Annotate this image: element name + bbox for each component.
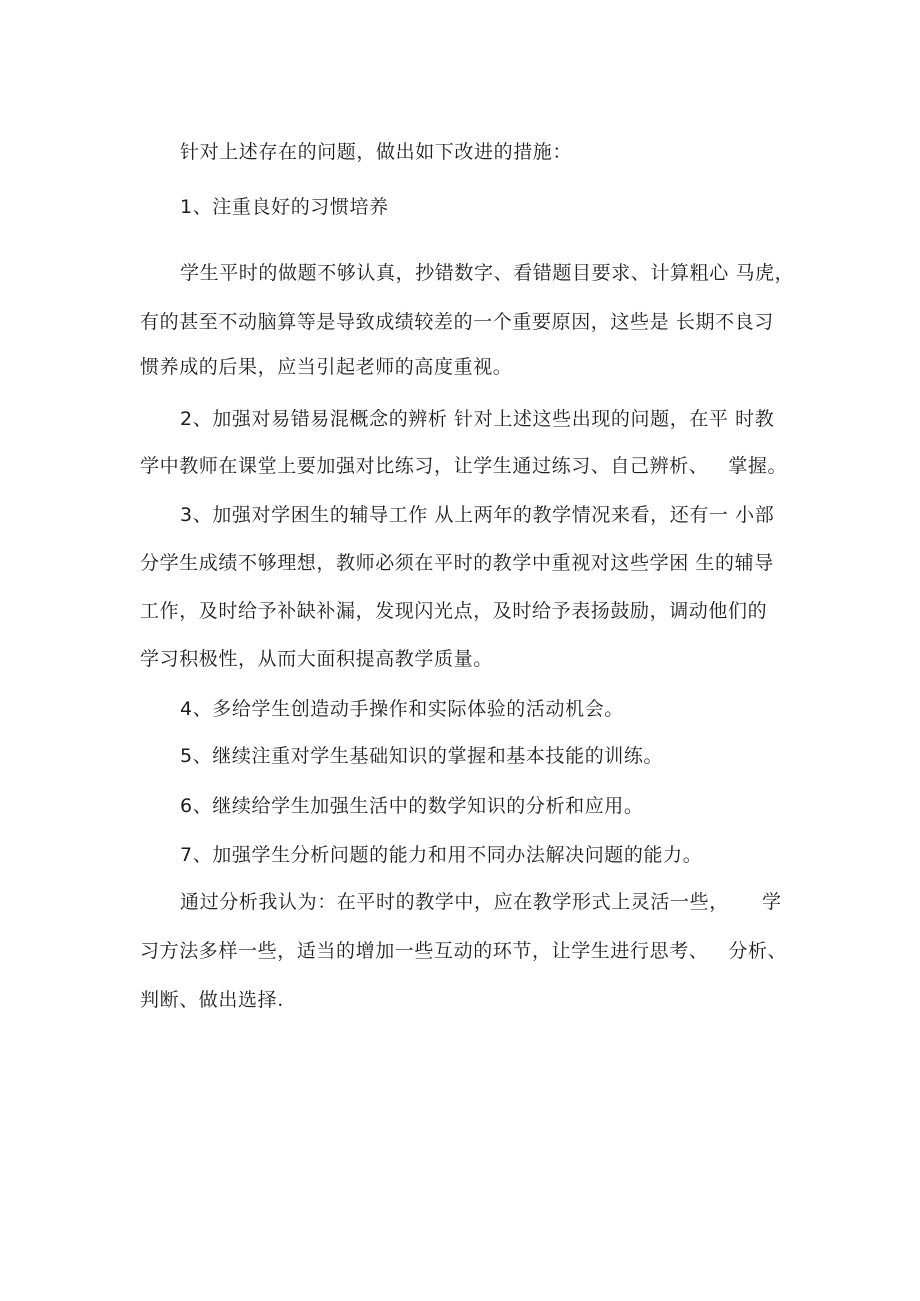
- text-line-intro: 针对上述存在的问题，做出如下改进的措施：: [180, 141, 573, 163]
- text-line-item3-2: 分学生成绩不够理想，教师必须在平时的教学中重视对这些学困 生的辅导: [140, 552, 774, 574]
- text-line-item3-3: 工作，及时给予补缺补漏，发现闪光点，及时给予表扬鼓励，调动他们的: [140, 600, 768, 622]
- text-line-item2-1: 2、加强对易错易混概念的辨析 针对上述这些出现的问题，在平 时教: [180, 408, 775, 430]
- text-line-item3-1: 3、加强对学困生的辅导工作 从上两年的教学情况来看，还有一 小部: [180, 504, 775, 526]
- text-line-conclusion-1: 通过分析我认为：在平时的教学中，应在教学形式上灵活一些， 学: [180, 891, 782, 913]
- text-line-item7: 7、加强学生分析问题的能力和用不同办法解决问题的能力。: [180, 844, 703, 866]
- text-line-item1-body-3: 惯养成的后果，应当引起老师的高度重视。: [140, 356, 513, 378]
- text-line-item1-body-2: 有的甚至不动脑算等是导致成绩较差的一个重要原因，这些是 长期不良习: [140, 311, 774, 333]
- text-line-item4: 4、多给学生创造动手操作和实际体验的活动机会。: [180, 698, 624, 720]
- text-line-conclusion-3: 判断、做出选择.: [140, 989, 284, 1011]
- text-line-item2-2: 学中教师在课堂上要加强对比练习，让学生通过练习、自己辨析、 掌握。: [140, 455, 788, 477]
- text-line-item5: 5、继续注重对学生基础知识的掌握和基本技能的训练。: [180, 745, 664, 767]
- text-line-item1-heading: 1、注重良好的习惯培养: [180, 196, 389, 218]
- text-line-item6: 6、继续给学生加强生活中的数学知识的分析和应用。: [180, 795, 644, 817]
- text-line-item1-body-1: 学生平时的做题不够认真，抄错数字、看错题目要求、计算粗心 马虎，: [180, 262, 795, 284]
- text-line-item3-4: 学习积极性，从而大面积提高教学质量。: [140, 648, 493, 670]
- text-line-conclusion-2: 习方法多样一些，适当的增加一些互动的环节，让学生进行思考、 分析、: [140, 940, 788, 962]
